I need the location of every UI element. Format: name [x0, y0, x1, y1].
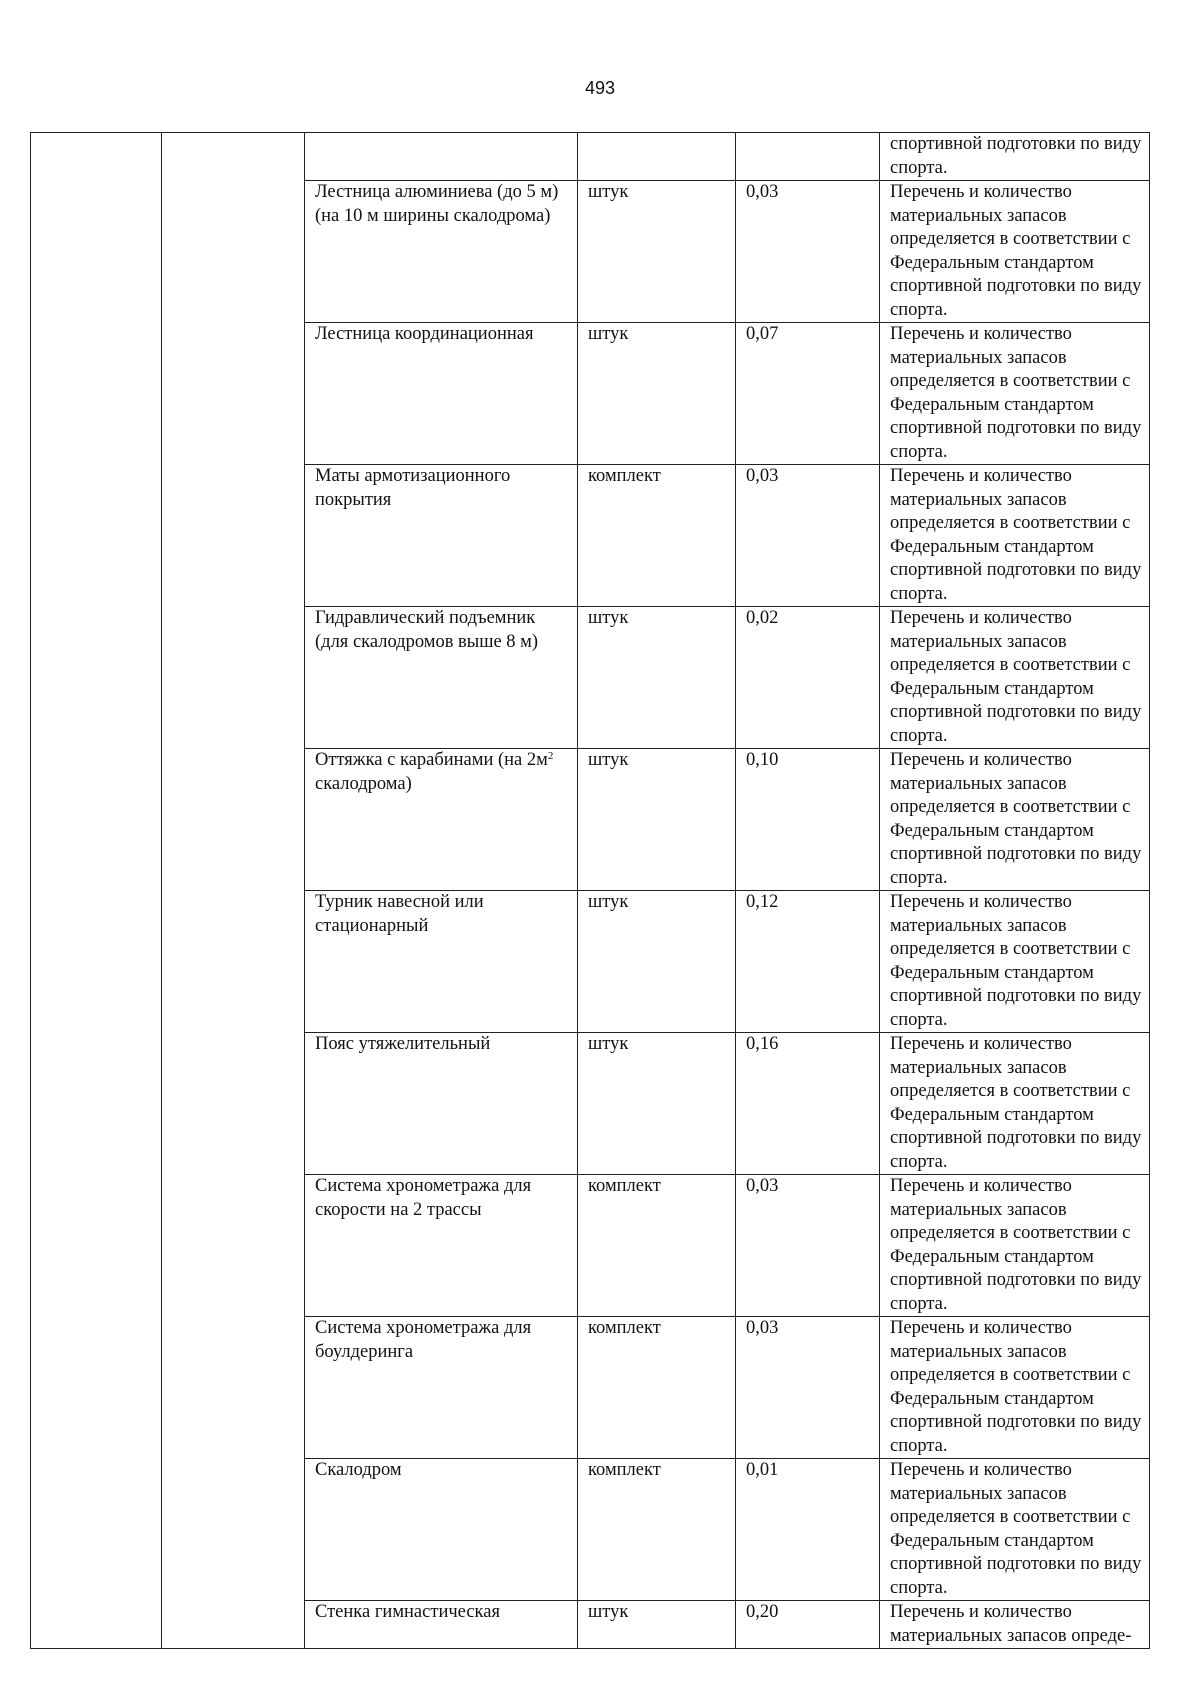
note-cell: Перечень и количество материальных запасов определяется в соответствии с Федеральным стандартом спортивной подготовки по виду спорта. [880, 1175, 1150, 1317]
note-cell: спортивной подготовки по виду спорта. [880, 133, 1150, 181]
note-cell: Перечень и количество материальных запасов определяется в соответствии с Федеральным стандартом спортивной подготовки по виду спорта. [880, 465, 1150, 607]
unit-cell: штук [578, 1033, 736, 1175]
qty-cell: 0,07 [736, 323, 880, 465]
unit-cell: комплект [578, 1459, 736, 1601]
note-cell: Перечень и количество материальных запасов определяется в соответствии с Федеральным стандартом спортивной подготовки по виду спорта. [880, 1459, 1150, 1601]
qty-cell: 0,03 [736, 1175, 880, 1317]
unit-cell: штук [578, 323, 736, 465]
page-number: 493 [584, 78, 616, 98]
note-cell: Перечень и количество материальных запасов определяется в соответствии с Федеральным стандартом спортивной подготовки по виду спорта. [880, 181, 1150, 323]
unit-cell: комплект [578, 1175, 736, 1317]
item-name-cell: Гидравлический подъемник (для скалодромов выше 8 м) [305, 607, 578, 749]
item-name-cell: Маты армотизационного покрытия [305, 465, 578, 607]
item-name-cell [305, 749, 578, 891]
superscript-exponent: 2 [547, 750, 554, 762]
qty-cell [736, 133, 880, 181]
unit-cell: штук [578, 891, 736, 1033]
unit-cell: штук [578, 181, 736, 323]
table-row [31, 133, 1150, 181]
qty-cell: 0,10 [736, 749, 880, 891]
item-name-cell: Пояс утяжелительный [305, 1033, 578, 1175]
unit-cell: штук [578, 749, 736, 891]
qty-cell: 0,02 [736, 607, 880, 749]
unit-cell: штук [578, 1601, 736, 1649]
unit-cell [578, 133, 736, 181]
item-name-text: Оттяжка с карабинами (на 2м [315, 750, 548, 770]
item-name-cell [305, 133, 578, 181]
qty-cell: 0,03 [736, 181, 880, 323]
unit-cell: штук [578, 607, 736, 749]
note-cell: Перечень и количество материальных запасов определяется в соответствии с Федеральным стандартом спортивной подготовки по виду спорта. [880, 749, 1150, 891]
qty-cell: 0,03 [736, 1317, 880, 1459]
note-cell: Перечень и количество материальных запасов определяется в соответствии с Федеральным стандартом спортивной подготовки по виду спорта. [880, 1317, 1150, 1459]
note-cell: Перечень и количество материальных запасов определяется в соответствии с Федеральным стандартом спортивной подготовки по виду спорта. [880, 607, 1150, 749]
item-name-cell: Система хронометража для боулдеринга [305, 1317, 578, 1459]
note-cell: Перечень и количество материальных запасов определяется в соответствии с Федеральным стандартом спортивной подготовки по виду спорта. [880, 1033, 1150, 1175]
merged-cell-col2 [162, 133, 305, 1649]
item-name-cell: Лестница координационная [305, 323, 578, 465]
note-cell: Перечень и количество материальных запасов определяется в соответствии с Федеральным стандартом спортивной подготовки по виду спорта. [880, 323, 1150, 465]
item-name-cell: Лестница алюминиева (до 5 м) (на 10 м ширины скалодрома) [305, 181, 578, 323]
qty-cell: 0,12 [736, 891, 880, 1033]
item-name-cell: Турник навесной или стационарный [305, 891, 578, 1033]
unit-cell: комплект [578, 1317, 736, 1459]
item-name-cell: Стенка гимнастическая [305, 1601, 578, 1649]
item-name-text: скалодрома) [315, 773, 412, 794]
unit-cell: комплект [578, 465, 736, 607]
item-name-cell: Система хронометража для скорости на 2 трассы [305, 1175, 578, 1317]
equipment-table [30, 132, 1150, 1649]
qty-cell: 0,16 [736, 1033, 880, 1175]
item-name-cell: Скалодром [305, 1459, 578, 1601]
note-cell: Перечень и количество материальных запасов определяется в соответствии с Федеральным стандартом спортивной подготовки по виду спорта. [880, 891, 1150, 1033]
qty-cell: 0,20 [736, 1601, 880, 1649]
qty-cell: 0,03 [736, 465, 880, 607]
qty-cell: 0,01 [736, 1459, 880, 1601]
note-cell: Перечень и количество материальных запасов опреде- [880, 1601, 1150, 1649]
merged-cell-col1 [31, 133, 162, 1649]
